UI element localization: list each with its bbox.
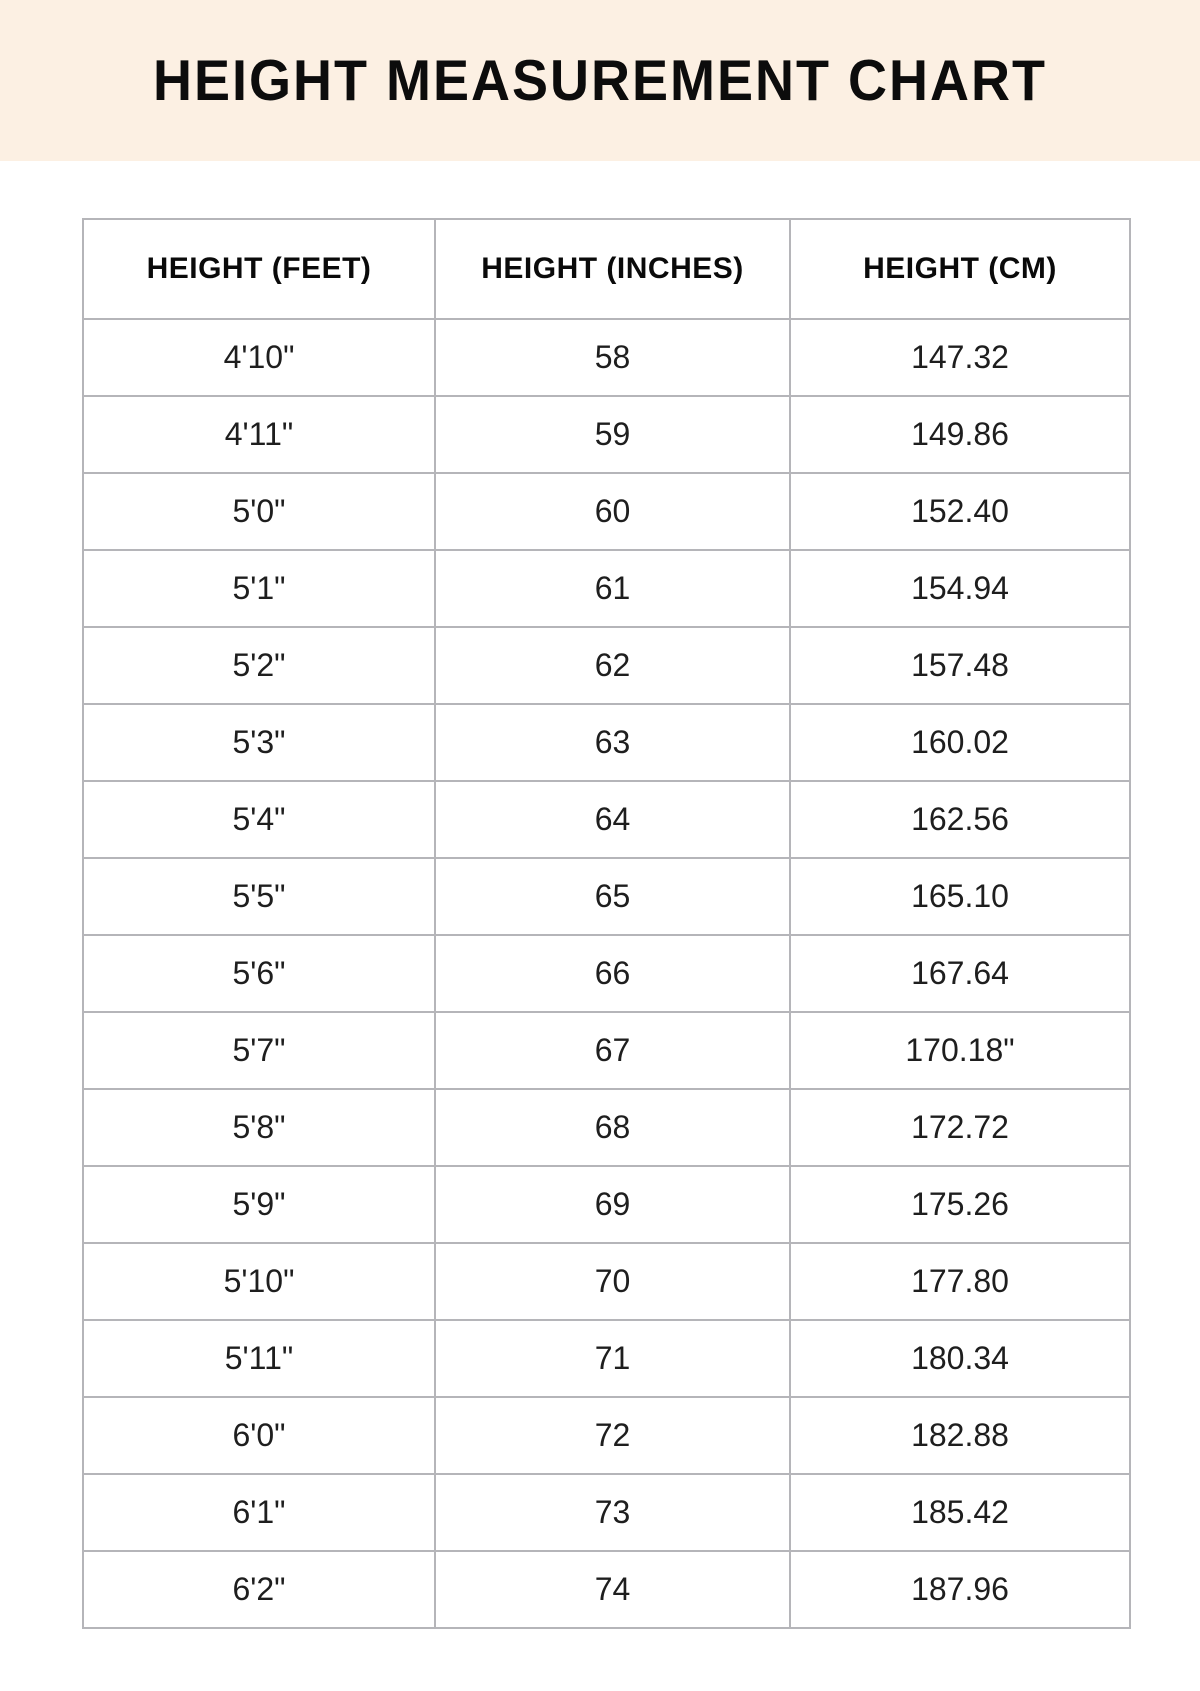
column-header-inches: HEIGHT (INCHES) — [435, 219, 790, 319]
cell-feet: 5'10" — [83, 1243, 435, 1320]
cell-feet: 5'1" — [83, 550, 435, 627]
cell-feet: 5'11" — [83, 1320, 435, 1397]
cell-inches: 73 — [435, 1474, 790, 1551]
cell-inches: 67 — [435, 1012, 790, 1089]
table-header-row — [83, 219, 1130, 319]
cell-feet: 6'2" — [83, 1551, 435, 1628]
table-row — [83, 319, 1130, 396]
cell-cm: 172.72 — [790, 1089, 1130, 1166]
cell-inches: 59 — [435, 396, 790, 473]
cell-cm: 167.64 — [790, 935, 1130, 1012]
cell-cm: 177.80 — [790, 1243, 1130, 1320]
table-row — [83, 1012, 1130, 1089]
table-row — [83, 550, 1130, 627]
cell-cm: 162.56 — [790, 781, 1130, 858]
cell-inches: 71 — [435, 1320, 790, 1397]
cell-feet: 5'0" — [83, 473, 435, 550]
cell-inches: 70 — [435, 1243, 790, 1320]
cell-feet: 5'4" — [83, 781, 435, 858]
cell-feet: 5'8" — [83, 1089, 435, 1166]
cell-inches: 60 — [435, 473, 790, 550]
table-row — [83, 473, 1130, 550]
cell-cm: 182.88 — [790, 1397, 1130, 1474]
cell-feet: 5'7" — [83, 1012, 435, 1089]
cell-inches: 63 — [435, 704, 790, 781]
table-row — [83, 1089, 1130, 1166]
table-row — [83, 396, 1130, 473]
cell-feet: 5'9" — [83, 1166, 435, 1243]
cell-inches: 61 — [435, 550, 790, 627]
cell-feet: 5'2" — [83, 627, 435, 704]
cell-cm: 170.18" — [790, 1012, 1130, 1089]
table-row — [83, 1474, 1130, 1551]
cell-inches: 65 — [435, 858, 790, 935]
cell-feet: 5'3" — [83, 704, 435, 781]
column-header-feet: HEIGHT (FEET) — [83, 219, 435, 319]
cell-feet: 5'5" — [83, 858, 435, 935]
cell-feet: 6'0" — [83, 1397, 435, 1474]
table-row — [83, 704, 1130, 781]
height-table — [82, 218, 1131, 1629]
table-row — [83, 1397, 1130, 1474]
cell-feet: 4'11" — [83, 396, 435, 473]
cell-inches: 69 — [435, 1166, 790, 1243]
table-row — [83, 1243, 1130, 1320]
table-row — [83, 781, 1130, 858]
cell-inches: 64 — [435, 781, 790, 858]
cell-inches: 74 — [435, 1551, 790, 1628]
cell-cm: 160.02 — [790, 704, 1130, 781]
cell-feet: 4'10" — [83, 319, 435, 396]
cell-cm: 154.94 — [790, 550, 1130, 627]
cell-cm: 187.96 — [790, 1551, 1130, 1628]
table-body — [83, 319, 1130, 1628]
table-row — [83, 1320, 1130, 1397]
cell-cm: 157.48 — [790, 627, 1130, 704]
header-band — [0, 0, 1200, 161]
table-row — [83, 627, 1130, 704]
cell-inches: 68 — [435, 1089, 790, 1166]
cell-cm: 165.10 — [790, 858, 1130, 935]
cell-cm: 175.26 — [790, 1166, 1130, 1243]
cell-feet: 6'1" — [83, 1474, 435, 1551]
table-row — [83, 1551, 1130, 1628]
cell-cm: 152.40 — [790, 473, 1130, 550]
cell-cm: 149.86 — [790, 396, 1130, 473]
cell-feet: 5'6" — [83, 935, 435, 1012]
cell-inches: 62 — [435, 627, 790, 704]
cell-cm: 185.42 — [790, 1474, 1130, 1551]
column-header-cm: HEIGHT (CM) — [790, 219, 1130, 319]
cell-cm: 180.34 — [790, 1320, 1130, 1397]
page-title: HEIGHT MEASUREMENT CHART — [153, 48, 1047, 113]
cell-cm: 147.32 — [790, 319, 1130, 396]
table-row — [83, 1166, 1130, 1243]
cell-inches: 72 — [435, 1397, 790, 1474]
table-row — [83, 935, 1130, 1012]
cell-inches: 58 — [435, 319, 790, 396]
cell-inches: 66 — [435, 935, 790, 1012]
table-row — [83, 858, 1130, 935]
